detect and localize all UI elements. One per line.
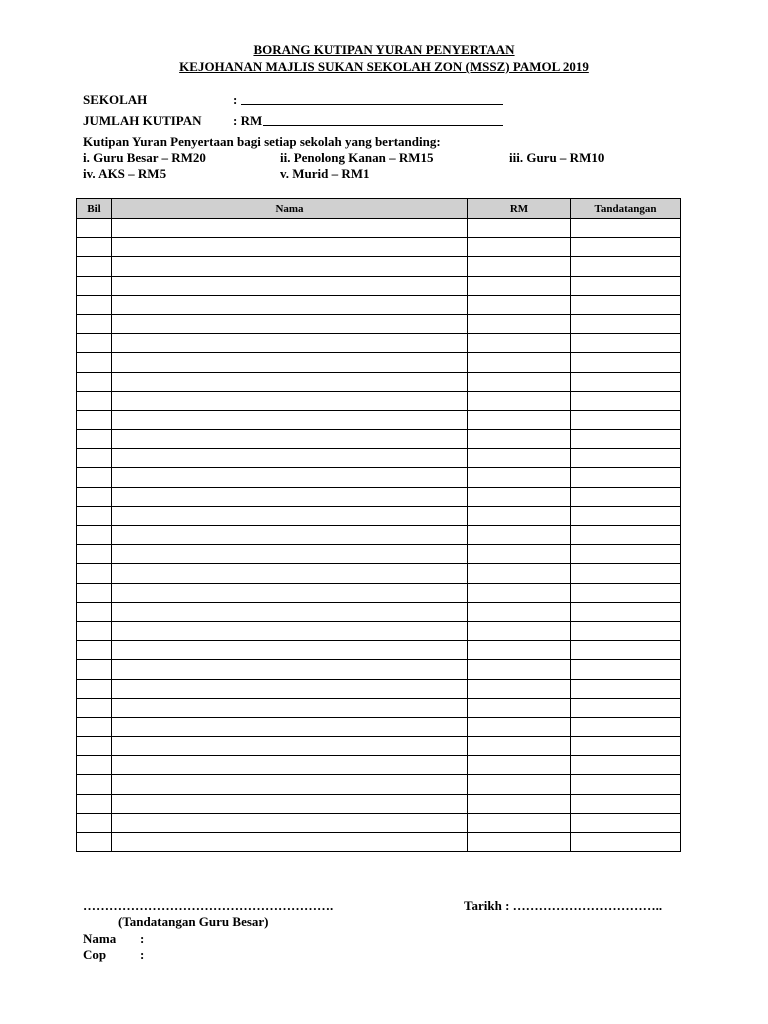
table-row <box>77 430 681 449</box>
nama-cell[interactable] <box>112 506 468 525</box>
bil-cell[interactable] <box>77 660 112 679</box>
tandatangan-cell[interactable] <box>571 621 681 640</box>
table-row <box>77 621 681 640</box>
form-title: BORANG KUTIPAN YURAN PENYERTAAN <box>253 42 515 57</box>
tandatangan-cell[interactable] <box>571 545 681 564</box>
rm-cell[interactable] <box>468 717 571 736</box>
tandatangan-cell[interactable] <box>571 219 681 238</box>
table-row <box>77 833 681 852</box>
sekolah-line[interactable] <box>241 104 503 105</box>
tandatangan-cell[interactable] <box>571 526 681 545</box>
tandatangan-cell[interactable] <box>571 660 681 679</box>
form-subtitle: KEJOHANAN MAJLIS SUKAN SEKOLAH ZON (MSSZ) PAMOL 2019 <box>179 59 589 74</box>
tandatangan-cell[interactable] <box>571 353 681 372</box>
table-row <box>77 813 681 832</box>
nama-cell[interactable] <box>112 449 468 468</box>
nama-cell[interactable] <box>112 410 468 429</box>
tandatangan-cell[interactable] <box>571 717 681 736</box>
bil-cell[interactable] <box>77 756 112 775</box>
nama-cell[interactable] <box>112 621 468 640</box>
tandatangan-cell[interactable] <box>571 430 681 449</box>
header-tandatangan: Tandatangan <box>571 199 681 219</box>
bil-cell[interactable] <box>77 430 112 449</box>
nama-cell[interactable] <box>112 717 468 736</box>
fee-aks: iv. AKS – RM5 <box>83 166 167 181</box>
nama-cell[interactable] <box>112 545 468 564</box>
bil-cell[interactable] <box>77 583 112 602</box>
rm-cell[interactable] <box>468 353 571 372</box>
nama-cell[interactable] <box>112 468 468 487</box>
bil-cell[interactable] <box>77 391 112 410</box>
nama-cell[interactable] <box>112 679 468 698</box>
tandatangan-cell[interactable] <box>571 641 681 660</box>
header-bil: Bil <box>77 199 112 219</box>
bil-cell[interactable] <box>77 775 112 794</box>
bil-cell[interactable] <box>77 621 112 640</box>
rm-cell[interactable] <box>468 449 571 468</box>
tandatangan-cell[interactable] <box>571 468 681 487</box>
nama-cell[interactable] <box>112 219 468 238</box>
nama-cell[interactable] <box>112 737 468 756</box>
rm-cell[interactable] <box>468 506 571 525</box>
nama-cell[interactable] <box>112 276 468 295</box>
header-rm: RM <box>468 199 571 219</box>
table-row <box>77 737 681 756</box>
bil-cell[interactable] <box>77 564 112 583</box>
table-row <box>77 276 681 295</box>
table-row <box>77 391 681 410</box>
table-row <box>77 506 681 525</box>
table-body <box>77 219 681 852</box>
table-row <box>77 372 681 391</box>
table-row <box>77 410 681 429</box>
tandatangan-cell[interactable] <box>571 775 681 794</box>
bil-cell[interactable] <box>77 276 112 295</box>
nama-label: Nama <box>83 931 117 946</box>
tandatangan-cell[interactable] <box>571 238 681 257</box>
table-row <box>77 641 681 660</box>
rm-cell[interactable] <box>468 737 571 756</box>
tandatangan-cell[interactable] <box>571 833 681 852</box>
bil-cell[interactable] <box>77 602 112 621</box>
table-row <box>77 660 681 679</box>
bil-cell[interactable] <box>77 372 112 391</box>
table-row <box>77 314 681 333</box>
tandatangan-cell[interactable] <box>571 487 681 506</box>
nama-cell[interactable] <box>112 526 468 545</box>
tandatangan-cell[interactable] <box>571 813 681 832</box>
rm-cell[interactable] <box>468 468 571 487</box>
bil-cell[interactable] <box>77 449 112 468</box>
tandatangan-cell[interactable] <box>571 506 681 525</box>
bil-cell[interactable] <box>77 545 112 564</box>
fees-intro: Kutipan Yuran Penyertaan bagi setiap sekolah yang bertanding: <box>83 134 441 149</box>
bil-cell[interactable] <box>77 219 112 238</box>
bil-cell[interactable] <box>77 717 112 736</box>
table-row <box>77 756 681 775</box>
tandatangan-cell[interactable] <box>571 334 681 353</box>
nama-cell[interactable] <box>112 583 468 602</box>
table-row <box>77 698 681 717</box>
bil-cell[interactable] <box>77 410 112 429</box>
rm-cell[interactable] <box>468 314 571 333</box>
bil-cell[interactable] <box>77 295 112 314</box>
nama-cell[interactable] <box>112 353 468 372</box>
cop-separator: : <box>140 947 145 962</box>
bil-cell[interactable] <box>77 487 112 506</box>
nama-cell[interactable] <box>112 430 468 449</box>
nama-cell[interactable] <box>112 660 468 679</box>
table-row <box>77 449 681 468</box>
table-row <box>77 679 681 698</box>
nama-cell[interactable] <box>112 641 468 660</box>
nama-cell[interactable] <box>112 775 468 794</box>
nama-cell[interactable] <box>112 602 468 621</box>
rm-cell[interactable] <box>468 583 571 602</box>
fee-guru-besar: i. Guru Besar – RM20 <box>83 150 206 165</box>
nama-cell[interactable] <box>112 334 468 353</box>
bil-cell[interactable] <box>77 833 112 852</box>
bil-cell[interactable] <box>77 314 112 333</box>
tandatangan-cell[interactable] <box>571 794 681 813</box>
tandatangan-cell[interactable] <box>571 449 681 468</box>
jumlah-label: JUMLAH KUTIPAN <box>83 113 202 128</box>
rm-cell[interactable] <box>468 238 571 257</box>
tandatangan-cell[interactable] <box>571 276 681 295</box>
rm-cell[interactable] <box>468 487 571 506</box>
tandatangan-cell[interactable] <box>571 583 681 602</box>
bil-cell[interactable] <box>77 679 112 698</box>
tandatangan-cell[interactable] <box>571 372 681 391</box>
rm-cell[interactable] <box>468 833 571 852</box>
tandatangan-cell[interactable] <box>571 391 681 410</box>
table-row <box>77 334 681 353</box>
table-row <box>77 353 681 372</box>
tandatangan-cell[interactable] <box>571 602 681 621</box>
rm-cell[interactable] <box>468 545 571 564</box>
bil-cell[interactable] <box>77 506 112 525</box>
rm-cell[interactable] <box>468 813 571 832</box>
rm-cell[interactable] <box>468 276 571 295</box>
bil-cell[interactable] <box>77 794 112 813</box>
bil-cell[interactable] <box>77 238 112 257</box>
bil-cell[interactable] <box>77 257 112 276</box>
nama-separator: : <box>140 931 145 946</box>
tandatangan-cell[interactable] <box>571 679 681 698</box>
table-row <box>77 794 681 813</box>
header-nama: Nama <box>112 199 468 219</box>
rm-cell[interactable] <box>468 410 571 429</box>
nama-cell[interactable] <box>112 257 468 276</box>
rm-cell[interactable] <box>468 257 571 276</box>
rm-cell[interactable] <box>468 775 571 794</box>
nama-cell[interactable] <box>112 564 468 583</box>
table-row <box>77 583 681 602</box>
tandatangan-cell[interactable] <box>571 314 681 333</box>
jumlah-line[interactable] <box>263 125 503 126</box>
bil-cell[interactable] <box>77 526 112 545</box>
nama-cell[interactable] <box>112 372 468 391</box>
bil-cell[interactable] <box>77 641 112 660</box>
signature-line[interactable]: …………………………………………………. <box>83 898 334 913</box>
nama-cell[interactable] <box>112 314 468 333</box>
bil-cell[interactable] <box>77 334 112 353</box>
nama-cell[interactable] <box>112 833 468 852</box>
rm-cell[interactable] <box>468 295 571 314</box>
table-row <box>77 257 681 276</box>
nama-cell[interactable] <box>112 794 468 813</box>
table-row <box>77 295 681 314</box>
jumlah-separator: : RM <box>233 113 263 128</box>
table-row <box>77 545 681 564</box>
nama-cell[interactable] <box>112 813 468 832</box>
table-row <box>77 468 681 487</box>
bil-cell[interactable] <box>77 468 112 487</box>
tandatangan-cell[interactable] <box>571 564 681 583</box>
participant-table <box>76 198 681 852</box>
table-row <box>77 238 681 257</box>
tandatangan-cell[interactable] <box>571 698 681 717</box>
tarikh-field[interactable]: Tarikh : …………………………….. <box>464 898 663 913</box>
bil-cell[interactable] <box>77 698 112 717</box>
sekolah-separator: : <box>233 92 238 107</box>
rm-cell[interactable] <box>468 526 571 545</box>
fee-murid: v. Murid – RM1 <box>280 166 370 181</box>
rm-cell[interactable] <box>468 756 571 775</box>
rm-cell[interactable] <box>468 660 571 679</box>
sekolah-label: SEKOLAH <box>83 92 148 107</box>
table-row <box>77 564 681 583</box>
rm-cell[interactable] <box>468 641 571 660</box>
rm-cell[interactable] <box>468 219 571 238</box>
table-row <box>77 219 681 238</box>
nama-cell[interactable] <box>112 487 468 506</box>
rm-cell[interactable] <box>468 391 571 410</box>
signature-caption: (Tandatangan Guru Besar) <box>118 914 269 929</box>
bil-cell[interactable] <box>77 353 112 372</box>
tandatangan-cell[interactable] <box>571 737 681 756</box>
tandatangan-cell[interactable] <box>571 295 681 314</box>
nama-cell[interactable] <box>112 391 468 410</box>
table-row <box>77 717 681 736</box>
bil-cell[interactable] <box>77 737 112 756</box>
rm-cell[interactable] <box>468 602 571 621</box>
rm-cell[interactable] <box>468 334 571 353</box>
table-row <box>77 487 681 506</box>
rm-cell[interactable] <box>468 564 571 583</box>
table-row <box>77 775 681 794</box>
nama-cell[interactable] <box>112 295 468 314</box>
table-row <box>77 602 681 621</box>
rm-cell[interactable] <box>468 679 571 698</box>
rm-cell[interactable] <box>468 698 571 717</box>
rm-cell[interactable] <box>468 794 571 813</box>
tandatangan-cell[interactable] <box>571 756 681 775</box>
rm-cell[interactable] <box>468 621 571 640</box>
table-header-row <box>77 199 681 219</box>
bil-cell[interactable] <box>77 813 112 832</box>
fee-guru: iii. Guru – RM10 <box>509 150 605 165</box>
tandatangan-cell[interactable] <box>571 257 681 276</box>
tandatangan-cell[interactable] <box>571 410 681 429</box>
table-row <box>77 526 681 545</box>
nama-cell[interactable] <box>112 238 468 257</box>
nama-cell[interactable] <box>112 756 468 775</box>
cop-label: Cop <box>83 947 107 962</box>
rm-cell[interactable] <box>468 372 571 391</box>
nama-cell[interactable] <box>112 698 468 717</box>
fee-penolong-kanan: ii. Penolong Kanan – RM15 <box>280 150 434 165</box>
rm-cell[interactable] <box>468 430 571 449</box>
